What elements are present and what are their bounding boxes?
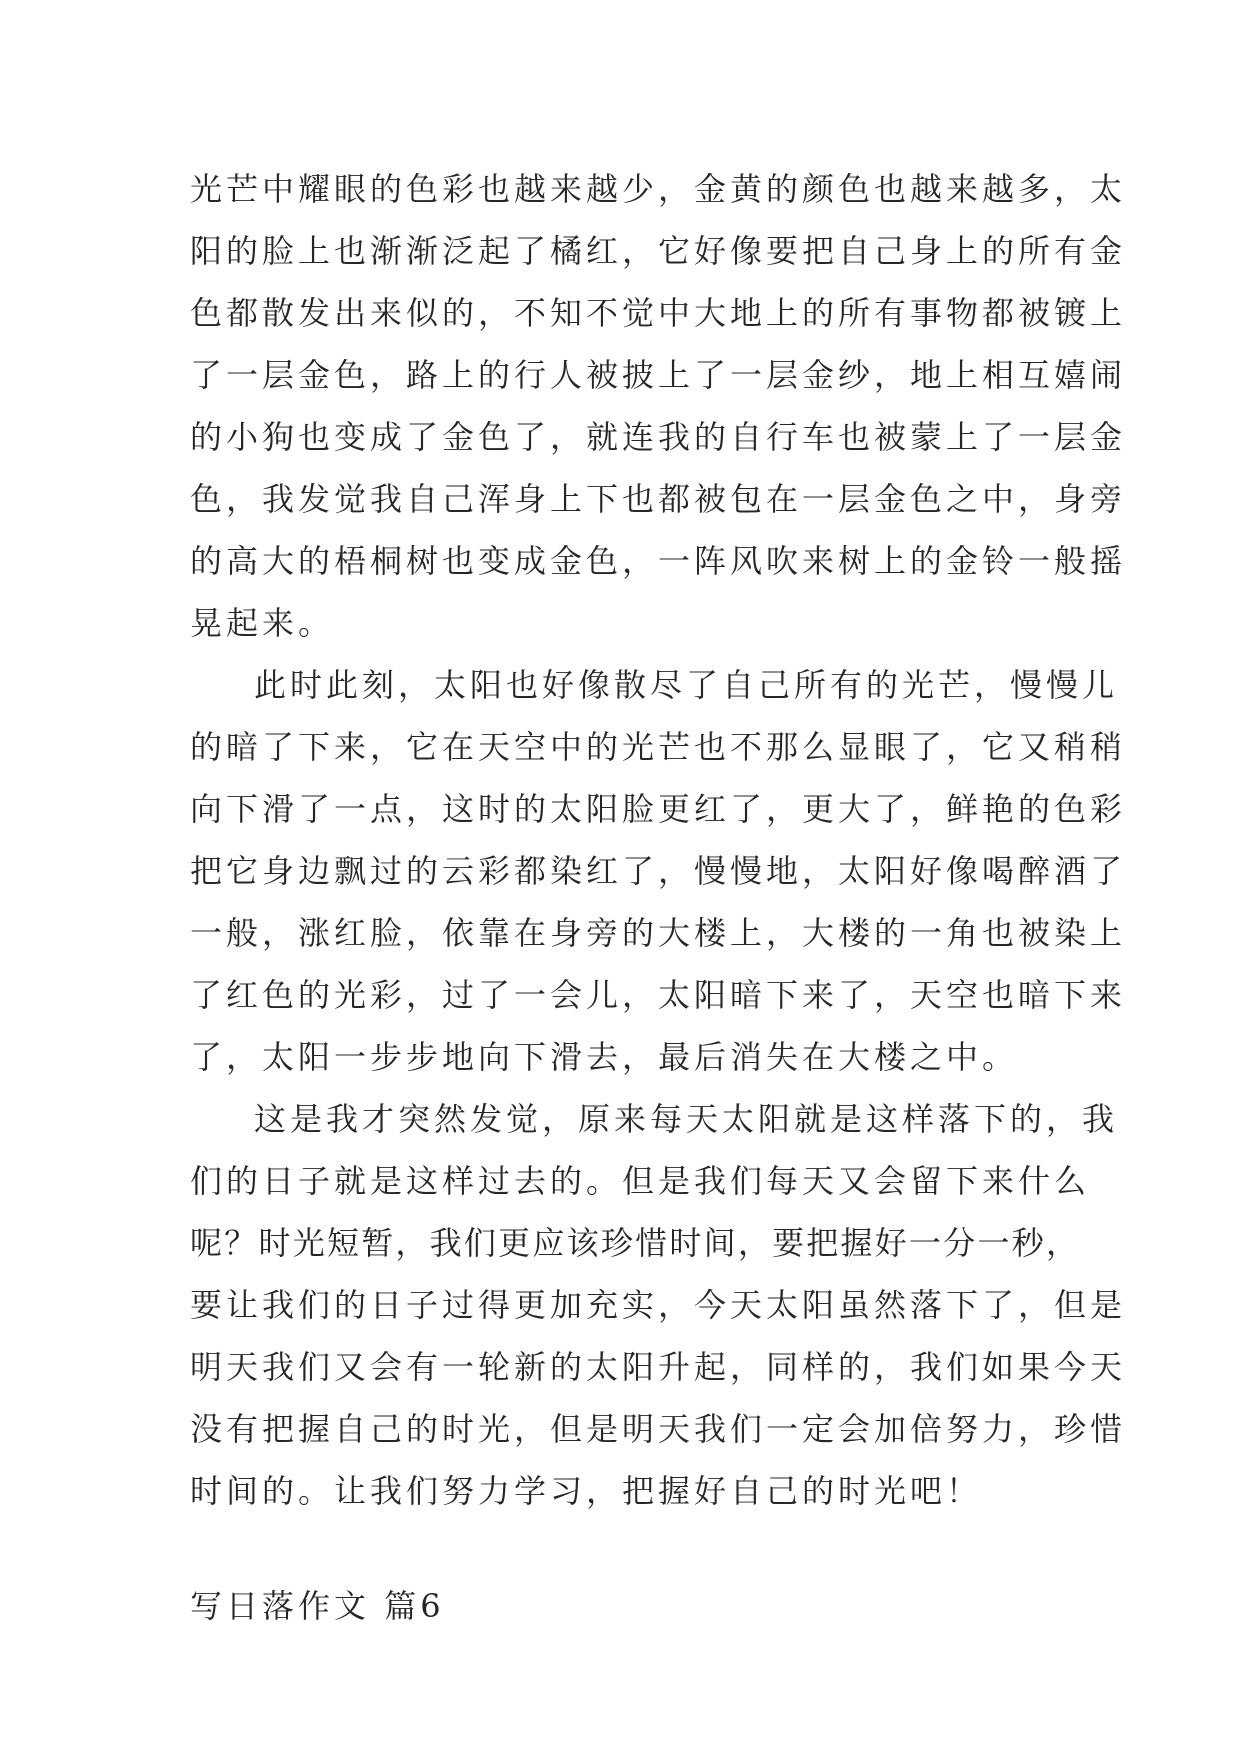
section-heading-label: 篇 (384, 1587, 421, 1625)
paragraph-3-line-6: 没有把握自己的时光，但是明天我们一定会加倍努力，珍惜 (190, 1410, 1127, 1448)
paragraph-3-line-3: 呢？时光短暂，我们更应该珍惜时间，要把握好一分一秒， (190, 1224, 1080, 1262)
paragraph-2-line-6: 了红色的光彩，过了一会儿，太阳暗下来了，天空也暗下来 (190, 976, 1127, 1014)
paragraph-1-line-3: 色都散发出来似的，不知不觉中大地上的所有事物都被镀上 (190, 294, 1127, 332)
paragraph-3-line-7: 时间的。让我们努力学习，把握好自己的时光吧！ (190, 1472, 983, 1510)
paragraph-1-line-1: 光芒中耀眼的色彩也越来越少，金黄的颜色也越来越多，太 (190, 170, 1127, 208)
paragraph-1-line-8: 晃起来。 (190, 604, 335, 642)
paragraph-1-line-7: 的高大的梧桐树也变成金色，一阵风吹来树上的金铃一般摇 (190, 542, 1127, 580)
paragraph-1-line-4: 了一层金色，路上的行人被披上了一层金纱，地上相互嬉闹 (190, 356, 1127, 394)
paragraph-2-line-3: 向下滑了一点，这时的太阳脸更红了，更大了，鲜艳的色彩 (190, 790, 1127, 828)
paragraph-2-line-5: 一般，涨红脸，依靠在身旁的大楼上，大楼的一角也被染上 (190, 914, 1127, 952)
paragraph-3-line-4: 要让我们的日子过得更加充实，今天太阳虽然落下了，但是 (190, 1286, 1127, 1324)
paragraph-1-line-2: 阳的脸上也渐渐泛起了橘红，它好像要把自己身上的所有金 (190, 232, 1127, 270)
paragraph-2-line-1: 此时此刻，太阳也好像散尽了自己所有的光芒，慢慢儿 (254, 666, 1119, 704)
section-heading-number: 6 (420, 1587, 441, 1625)
section-heading (190, 1586, 441, 1626)
section-heading-title: 写日落作文 (190, 1587, 371, 1625)
paragraph-3-line-1: 这是我才突然发觉，原来每天太阳就是这样落下的，我 (254, 1100, 1119, 1138)
paragraph-1-line-5: 的小狗也变成了金色了，就连我的自行车也被蒙上了一层金 (190, 418, 1127, 456)
paragraph-2-line-7: 了，太阳一步步地向下滑去，最后消失在大楼之中。 (190, 1038, 1019, 1076)
paragraph-2-line-4: 把它身边飘过的云彩都染红了，慢慢地，太阳好像喝醉酒了 (190, 852, 1127, 890)
paragraph-3-line-2: 们的日子就是这样过去的。但是我们每天又会留下来什么 (190, 1162, 1091, 1200)
paragraph-1-line-6: 色，我发觉我自己浑身上下也都被包在一层金色之中，身旁 (190, 480, 1127, 518)
paragraph-2-line-2: 的暗了下来，它在天空中的光芒也不那么显眼了，它又稍稍 (190, 728, 1127, 766)
paragraph-3-line-5: 明天我们又会有一轮新的太阳升起，同样的，我们如果今天 (190, 1348, 1127, 1386)
